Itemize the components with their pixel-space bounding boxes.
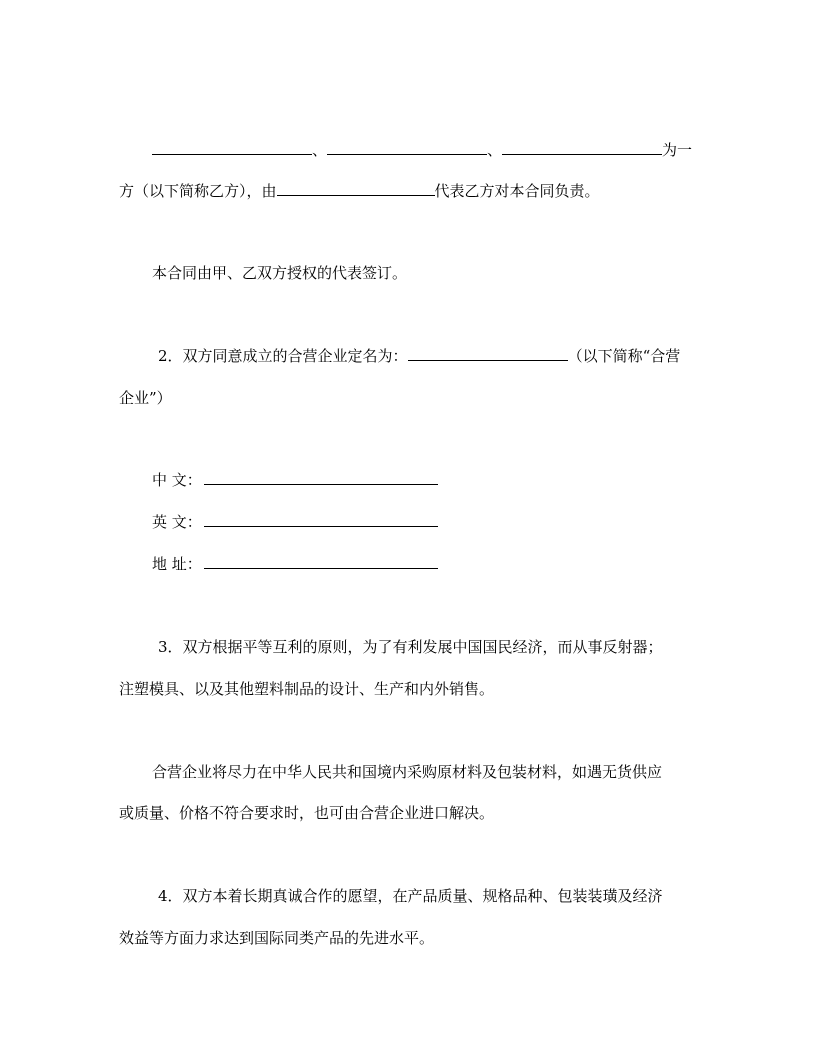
clause-number: 2． [158, 347, 183, 365]
party-b-name-blank-2[interactable] [327, 140, 487, 155]
chinese-name-blank[interactable] [204, 470, 438, 485]
field-address [152, 554, 438, 574]
clause-3-text: 双方根据平等互利的原则，为了有利发展中国国民经济，而从事反射器； [182, 638, 663, 656]
party-b-prefix-text: 方（以下简称乙方），由 [119, 182, 277, 200]
clause-2-text: 双方同意成立的合营企业定名为： [182, 347, 408, 365]
party-b-line-1 [152, 140, 692, 160]
field-label: 地 址： [152, 555, 202, 573]
clause-number: 3． [158, 638, 183, 656]
field-chinese-name [152, 470, 438, 490]
field-english-name [152, 512, 438, 532]
separator: 、 [487, 141, 503, 159]
party-b-responsible-text: 代表乙方对本合同负责。 [434, 182, 600, 200]
representative-blank[interactable] [277, 181, 435, 196]
english-name-blank[interactable] [204, 512, 438, 527]
party-b-line-2 [119, 181, 600, 201]
separator: 、 [312, 141, 328, 159]
clause-2-line-1 [158, 346, 680, 366]
clause-4-text: 双方本着长期真诚合作的愿望，在产品质量、规格品种、包装装璜及经济 [182, 887, 663, 905]
address-blank[interactable] [204, 554, 438, 569]
clause-number: 4． [158, 887, 183, 905]
clause-4-line-1 [158, 886, 663, 906]
clause-3-line-2: 注塑模具、以及其他塑料制品的设计、生产和内外销售。 [119, 680, 495, 698]
clause-2-suffix: （以下简称“合营 [567, 347, 681, 365]
party-b-name-blank-3[interactable] [502, 140, 662, 155]
procurement-line-2: 或质量、价格不符合要求时，也可由合营企业进口解决。 [119, 804, 495, 822]
party-b-suffix: 为一 [662, 141, 693, 159]
jv-name-blank[interactable] [408, 346, 568, 361]
procurement-line-1: 合营企业将尽力在中华人民共和国境内采购原材料及包装材料，如遇无货供应 [152, 763, 663, 781]
field-label: 英 文： [152, 513, 202, 531]
clause-4-line-2: 效益等方面力求达到国际同类产品的先进水平。 [119, 929, 435, 947]
field-label: 中 文： [152, 471, 202, 489]
signing-paragraph: 本合同由甲、乙双方授权的代表签订。 [152, 264, 408, 282]
clause-3-line-1 [158, 637, 663, 657]
party-b-name-blank-1[interactable] [152, 140, 312, 155]
clause-2-line-2: 企业”） [119, 389, 172, 407]
